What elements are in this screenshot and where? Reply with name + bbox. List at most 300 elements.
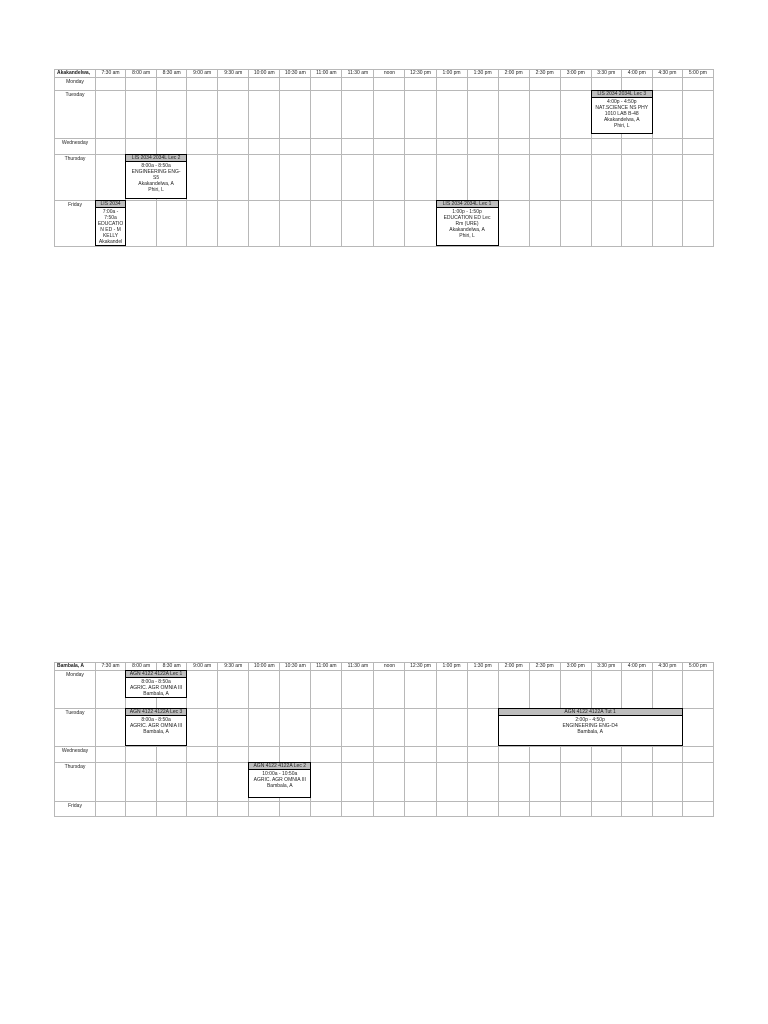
- time-cell: [405, 802, 436, 817]
- time-cell: [498, 201, 529, 247]
- time-cell: [529, 139, 560, 155]
- time-cell: [218, 802, 249, 817]
- day-row-wednesday: [55, 747, 714, 763]
- class-block-title: AGN 4122 4122A Lec 1: [126, 671, 186, 678]
- class-block-title: AGN 4122 4122A Lec 3: [126, 709, 186, 716]
- time-cell: [682, 78, 713, 91]
- time-cell: [621, 763, 652, 802]
- time-cell: [529, 671, 560, 709]
- time-cell: [249, 201, 280, 247]
- time-cell: [126, 139, 157, 155]
- time-cell: [374, 155, 405, 201]
- class-block-line: ENGINEERING ENG-: [131, 169, 181, 175]
- time-cell: [342, 139, 374, 155]
- time-cell: [374, 91, 405, 139]
- class-block[interactable]: [125, 670, 187, 698]
- time-cell: [280, 747, 311, 763]
- time-cell: [126, 802, 157, 817]
- time-cell: [126, 91, 157, 139]
- time-slot-header: 2:30 pm: [529, 70, 560, 78]
- time-cell: [280, 709, 311, 747]
- time-slot-header: 5:00 pm: [682, 70, 713, 78]
- time-cell: [405, 747, 436, 763]
- time-cell: [311, 139, 342, 155]
- class-block-details: [96, 208, 125, 246]
- time-cell: [311, 747, 342, 763]
- class-block-line: Phiri, L: [459, 233, 475, 239]
- day-label: Wednesday: [55, 747, 96, 763]
- time-cell: [157, 91, 187, 139]
- time-cell: [591, 155, 621, 201]
- time-cell: [529, 201, 560, 247]
- time-cell: [529, 802, 560, 817]
- time-cell: [96, 78, 126, 91]
- time-cell: [374, 671, 405, 709]
- time-slot-header: noon: [374, 663, 405, 671]
- time-cell: [498, 91, 529, 139]
- time-cell: [682, 763, 713, 802]
- time-slot-header: 8:00 am: [126, 70, 157, 78]
- class-block-details: [126, 678, 186, 698]
- time-slot-header: 4:30 pm: [652, 70, 682, 78]
- class-block-details: [126, 716, 186, 736]
- time-cell: [436, 78, 467, 91]
- day-row-monday: [55, 671, 714, 709]
- time-cell: [621, 78, 652, 91]
- time-cell: [652, 201, 682, 247]
- class-block-line: 2:00p - 4:50p: [575, 717, 605, 723]
- time-cell: [96, 671, 126, 709]
- class-block-line: 8:00a - 8:50a: [141, 717, 171, 723]
- time-cell: [126, 155, 181, 201]
- class-block-line: 8:00a - 8:50a: [141, 163, 171, 169]
- time-cell: [560, 747, 591, 763]
- time-cell: [157, 201, 187, 247]
- time-slot-header: 4:30 pm: [652, 663, 682, 671]
- time-cell: [187, 201, 218, 247]
- time-cell: [342, 91, 374, 139]
- time-cell: [467, 747, 498, 763]
- time-cell: [560, 155, 591, 201]
- time-slot-header: 7:30 am: [96, 663, 126, 671]
- class-block-line: Akakandel: [98, 239, 123, 245]
- time-cell: [467, 91, 498, 139]
- class-block-title: LIS 2034 2034L Lec 3: [592, 91, 652, 98]
- time-cell: [249, 139, 280, 155]
- time-slot-header: 7:30 am: [96, 70, 126, 78]
- time-cell: [374, 763, 405, 802]
- time-slot-header: 9:30 am: [218, 663, 249, 671]
- class-block-details: [249, 770, 310, 790]
- time-slot-header: 9:30 am: [218, 70, 249, 78]
- time-cell: [621, 155, 652, 201]
- time-cell: [342, 709, 374, 747]
- class-block-line: ENGINEERING ENG-D4: [562, 723, 618, 729]
- class-block-line: N ED - M: [100, 227, 121, 233]
- time-cell: [187, 78, 218, 91]
- time-cell: [529, 91, 560, 139]
- time-cell: [498, 802, 529, 817]
- time-cell: [682, 747, 713, 763]
- time-cell: [311, 709, 342, 747]
- class-block-line: S5: [153, 175, 160, 181]
- time-cell: [560, 78, 591, 91]
- time-cell: [467, 709, 498, 747]
- time-cell: [652, 763, 682, 802]
- time-cell: [342, 201, 374, 247]
- class-block-line: AGRIC. AGR OMNIA III: [253, 777, 306, 783]
- time-cell: [498, 763, 529, 802]
- time-cell: [652, 155, 682, 201]
- time-cell: [311, 671, 342, 709]
- class-block[interactable]: [95, 200, 126, 246]
- instructor-name: Akakandelwa,: [55, 70, 96, 78]
- day-label: Monday: [55, 671, 96, 709]
- time-cell: [529, 747, 560, 763]
- time-cell: [652, 747, 682, 763]
- class-block-line: 4:00p - 4:50p: [607, 99, 637, 105]
- time-cell: [342, 78, 374, 91]
- time-cell: [342, 763, 374, 802]
- day-label: Wednesday: [55, 139, 96, 155]
- class-block-line: Akakandelwa, A: [449, 227, 485, 233]
- time-slot-header: 11:30 am: [342, 70, 374, 78]
- time-cell: [621, 671, 652, 709]
- time-cell: [529, 155, 560, 201]
- class-block-title: AGN 4122 4122A Tut 1: [499, 709, 682, 716]
- time-cell: [187, 139, 218, 155]
- time-cell: [591, 763, 621, 802]
- time-cell: [652, 91, 682, 139]
- time-cell: [249, 671, 280, 709]
- class-block-line: 1010 LAB B-48: [604, 111, 639, 117]
- class-block-line: EDUCATIO: [97, 221, 124, 227]
- day-row-monday: [55, 78, 714, 91]
- day-label: Tuesday: [55, 91, 96, 139]
- time-slot-header: noon: [374, 70, 405, 78]
- time-cell: [157, 802, 187, 817]
- time-cell: [374, 747, 405, 763]
- time-cell: [560, 671, 591, 709]
- class-block-line: AGRIC. AGR OMNIA III: [129, 685, 183, 691]
- time-cell: [280, 91, 311, 139]
- time-cell: [187, 763, 218, 802]
- time-cell: [311, 802, 342, 817]
- time-cell: [96, 201, 126, 247]
- time-cell: [342, 747, 374, 763]
- class-block-line: Akakandelwa, A: [603, 117, 640, 123]
- time-cell: [157, 139, 187, 155]
- schedule-table: [54, 662, 714, 817]
- time-cell: [591, 747, 621, 763]
- day-row-thursday: [55, 155, 714, 201]
- class-block-line: Rm (URE): [455, 221, 479, 227]
- time-cell: [249, 763, 307, 802]
- time-cell: [591, 78, 621, 91]
- time-cell: [157, 78, 187, 91]
- time-cell: [529, 78, 560, 91]
- time-cell: [218, 671, 249, 709]
- class-block-title: LIS 2034 2034L Lec 2: [126, 155, 186, 162]
- time-slot-header: 3:30 pm: [591, 70, 621, 78]
- day-row-tuesday: [55, 709, 714, 747]
- schedule-akakandelwa: [54, 69, 714, 247]
- time-cell: [498, 78, 529, 91]
- time-cell: [280, 802, 311, 817]
- day-row-friday: [55, 802, 714, 817]
- time-cell: [436, 201, 492, 247]
- class-block-line: Phiri, L: [148, 187, 164, 193]
- time-cell: [249, 78, 280, 91]
- class-block[interactable]: [248, 762, 311, 798]
- time-cell: [652, 139, 682, 155]
- class-block-line: AGRIC. AGR OMNIA III: [129, 723, 183, 729]
- time-cell: [621, 747, 652, 763]
- time-slot-header: 12:30 pm: [405, 663, 436, 671]
- class-block-details: [499, 716, 682, 736]
- time-cell: [311, 78, 342, 91]
- time-cell: [682, 709, 713, 747]
- class-block-line: Bambala, A: [143, 729, 169, 735]
- time-cell: [374, 139, 405, 155]
- time-cell: [374, 709, 405, 747]
- time-cell: [467, 802, 498, 817]
- time-cell: [498, 671, 529, 709]
- day-label: Monday: [55, 78, 96, 91]
- time-cell: [218, 155, 249, 201]
- class-block[interactable]: [436, 200, 499, 246]
- time-cell: [405, 709, 436, 747]
- time-cell: [96, 709, 126, 747]
- time-slot-header: 1:00 pm: [436, 70, 467, 78]
- class-block-line: NAT.SCIENCE NS PHY: [595, 105, 649, 111]
- time-slot-header: 10:30 am: [280, 70, 311, 78]
- time-cell: [96, 155, 126, 201]
- day-label: Friday: [55, 802, 96, 817]
- time-cell: [249, 709, 280, 747]
- time-cell: [218, 709, 249, 747]
- class-block-line: Phiri, L: [613, 123, 630, 129]
- time-cell: [405, 78, 436, 91]
- class-block-line: EDUCATION ED Lec: [443, 215, 491, 221]
- time-cell: [96, 91, 126, 139]
- time-cell: [560, 763, 591, 802]
- time-cell: [682, 139, 713, 155]
- time-cell: [280, 201, 311, 247]
- time-cell: [621, 139, 652, 155]
- time-cell: [467, 78, 498, 91]
- time-cell: [249, 91, 280, 139]
- schedule-table: [54, 69, 714, 247]
- time-cell: [96, 139, 126, 155]
- time-cell: [342, 155, 374, 201]
- time-cell: [621, 802, 652, 817]
- time-cell: [405, 763, 436, 802]
- time-slot-header: 2:00 pm: [498, 663, 529, 671]
- time-cell: [342, 671, 374, 709]
- time-slot-header: 2:30 pm: [529, 663, 560, 671]
- time-slot-header: 3:00 pm: [560, 70, 591, 78]
- class-block[interactable]: [125, 154, 187, 199]
- time-cell: [560, 802, 591, 817]
- time-slot-header: 2:00 pm: [498, 70, 529, 78]
- class-block-line: 7:50a: [104, 215, 117, 221]
- time-cell: [529, 763, 560, 802]
- time-cell: [591, 201, 621, 247]
- time-cell: [126, 709, 183, 747]
- time-slot-header: 11:00 am: [311, 663, 342, 671]
- class-block-line: 7:00a -: [102, 209, 119, 215]
- time-cell: [682, 671, 713, 709]
- time-cell: [405, 155, 436, 201]
- time-slot-header: 10:00 am: [249, 70, 280, 78]
- time-cell: [652, 78, 682, 91]
- time-cell: [374, 802, 405, 817]
- time-cell: [249, 747, 280, 763]
- time-cell: [436, 155, 467, 201]
- class-block[interactable]: [125, 708, 187, 746]
- time-slot-header: 4:00 pm: [621, 663, 652, 671]
- time-cell: [187, 709, 218, 747]
- time-cell: [405, 91, 436, 139]
- time-cell: [218, 78, 249, 91]
- time-cell: [652, 671, 682, 709]
- time-cell: [498, 747, 529, 763]
- time-slot-header: 1:30 pm: [467, 663, 498, 671]
- time-cell: [187, 747, 218, 763]
- time-cell: [218, 91, 249, 139]
- time-cell: [96, 802, 126, 817]
- time-cell: [436, 709, 467, 747]
- time-cell: [280, 78, 311, 91]
- day-label: Friday: [55, 201, 96, 247]
- day-row-tuesday: [55, 91, 714, 139]
- time-cell: [249, 802, 280, 817]
- class-block-line: Akakandelwa, A: [138, 181, 174, 187]
- time-cell: [311, 155, 342, 201]
- time-cell: [218, 201, 249, 247]
- class-block-line: 10:00a - 10:50a: [262, 771, 298, 777]
- day-row-friday: [55, 201, 714, 247]
- time-cell: [467, 763, 498, 802]
- class-block-title: AGN 4122 4122A Lec 2: [249, 763, 310, 770]
- time-cell: [682, 802, 713, 817]
- time-cell: [187, 155, 218, 201]
- time-cell: [560, 201, 591, 247]
- time-cell: [157, 747, 187, 763]
- time-cell: [187, 671, 218, 709]
- time-slot-header: 9:00 am: [187, 70, 218, 78]
- day-row-wednesday: [55, 139, 714, 155]
- time-cell: [374, 201, 405, 247]
- time-cell: [342, 802, 374, 817]
- time-cell: [560, 91, 591, 139]
- time-cell: [682, 201, 713, 247]
- time-cell: [591, 802, 621, 817]
- class-block-line: Bambala, A: [266, 783, 293, 789]
- time-cell: [311, 201, 342, 247]
- time-cell: [96, 747, 126, 763]
- time-slot-header: 12:30 pm: [405, 70, 436, 78]
- time-slot-header: 11:00 am: [311, 70, 342, 78]
- schedule-bambala: [54, 662, 714, 817]
- time-slot-header: 10:30 am: [280, 663, 311, 671]
- class-block-title: LIS 2034 2034L Lec 1: [437, 201, 498, 208]
- time-cell: [560, 139, 591, 155]
- time-cell: [249, 155, 280, 201]
- time-cell: [187, 802, 218, 817]
- time-cell: [467, 139, 498, 155]
- class-block-line: 1:00p - 1:50p: [452, 209, 482, 215]
- time-cell: [467, 671, 498, 709]
- time-slot-header: 1:30 pm: [467, 70, 498, 78]
- time-cell: [436, 802, 467, 817]
- time-cell: [157, 763, 187, 802]
- class-block[interactable]: [498, 708, 683, 746]
- class-block-line: KELLY: [102, 233, 119, 239]
- time-slot-header: 11:30 am: [342, 663, 374, 671]
- time-cell: [311, 91, 342, 139]
- time-cell: [591, 671, 621, 709]
- time-cell: [405, 201, 436, 247]
- time-cell: [187, 91, 218, 139]
- time-cell: [498, 709, 618, 747]
- time-cell: [218, 763, 249, 802]
- time-cell: [96, 763, 126, 802]
- time-cell: [126, 201, 157, 247]
- time-cell: [591, 139, 621, 155]
- time-slot-header: 3:00 pm: [560, 663, 591, 671]
- time-cell: [126, 78, 157, 91]
- day-label: Thursday: [55, 155, 96, 201]
- class-block-line: Bambala, A: [577, 729, 603, 735]
- time-slot-header: 4:00 pm: [621, 70, 652, 78]
- class-block-details: [126, 162, 186, 194]
- instructor-name: Bambala, A: [55, 663, 96, 671]
- time-slot-header: 5:00 pm: [682, 663, 713, 671]
- time-cell: [682, 155, 713, 201]
- time-cell: [374, 78, 405, 91]
- time-cell: [652, 802, 682, 817]
- day-label: Tuesday: [55, 709, 96, 747]
- time-cell: [311, 763, 342, 802]
- day-label: Thursday: [55, 763, 96, 802]
- time-slot-header: 8:00 am: [126, 663, 157, 671]
- time-cell: [405, 139, 436, 155]
- time-cell: [591, 91, 649, 139]
- time-cell: [436, 91, 467, 139]
- time-cell: [126, 671, 183, 709]
- time-slot-header: 1:00 pm: [436, 663, 467, 671]
- time-slot-header: 3:30 pm: [591, 663, 621, 671]
- class-block[interactable]: [591, 90, 653, 134]
- class-block-line: 8:00a - 8:50a: [141, 679, 171, 685]
- time-cell: [621, 201, 652, 247]
- time-cell: [498, 139, 529, 155]
- time-cell: [436, 671, 467, 709]
- time-cell: [498, 155, 529, 201]
- time-cell: [280, 155, 311, 201]
- time-cell: [436, 763, 467, 802]
- day-row-thursday: [55, 763, 714, 802]
- class-block-details: [437, 208, 498, 240]
- time-slot-header: 8:30 am: [157, 663, 187, 671]
- time-cell: [126, 747, 157, 763]
- time-slot-header: 9:00 am: [187, 663, 218, 671]
- time-cell: [436, 139, 467, 155]
- time-slot-header: 8:30 am: [157, 70, 187, 78]
- time-cell: [280, 139, 311, 155]
